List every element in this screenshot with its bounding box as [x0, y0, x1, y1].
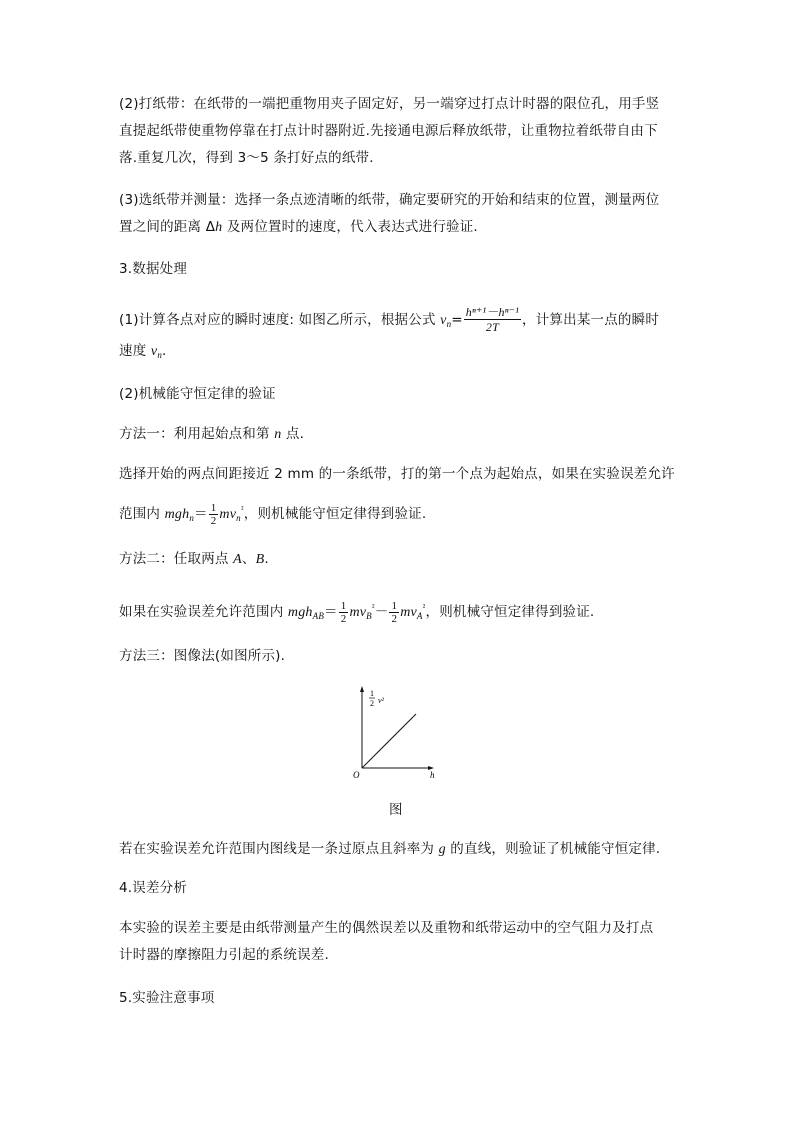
section-heading-error-analysis: 4.误差分析	[119, 880, 188, 896]
paragraph-step2-line3: 落.重复几次，得到 3～5 条打好点的纸带.	[119, 150, 374, 166]
var-mv: mv	[400, 605, 417, 620]
var-h: h	[215, 220, 223, 235]
var-mgh: mgh	[287, 605, 313, 620]
method1-title	[119, 425, 304, 444]
fraction-denominator: 2T	[485, 320, 499, 334]
text-segment: 若在实验误差允许范围内图线是一条过原点且斜率为	[119, 841, 439, 857]
paragraph-step3-line2	[119, 218, 478, 237]
fraction-numerator: 1	[340, 599, 347, 612]
fraction-denominator: 2	[340, 612, 347, 625]
error-analysis-line1: 本实验的误差主要是由纸带测量产生的偶然误差以及重物和纸带运动中的空气阻力及打点	[119, 920, 654, 936]
text-segment: ，则机械守恒定律得到验证.	[425, 604, 595, 620]
text-segment: (1)计算各点对应的瞬时速度: 如图乙所示，根据公式	[119, 312, 441, 328]
method3-title: 方法三：图像法(如图所示).	[119, 648, 286, 664]
one-half-fraction	[339, 600, 349, 625]
one-half-fraction	[209, 502, 219, 527]
var-mv: mv	[219, 507, 237, 522]
paragraph-step3-line1: (3)选纸带并测量：选择一条点迹清晰的纸带，确定要研究的开始和结束的位置，测量两位	[119, 192, 660, 208]
text-segment: ，计算出某一点的瞬时	[522, 312, 660, 328]
equals-sign: ＝	[324, 604, 338, 620]
y-axis-arrow	[360, 686, 364, 692]
method2-title	[119, 550, 269, 569]
subscript-A: A	[416, 611, 423, 621]
text-segment: ，则机械能守恒定律得到验证.	[243, 506, 427, 522]
section-heading-data-processing: 3.数据处理	[119, 261, 188, 277]
var-n: n	[274, 427, 282, 442]
method1-description: 选择开始的两点间距接近 2 mm 的一条纸带，打的第一个点为起始点，如果在实验误差允许	[119, 466, 675, 482]
text-segment: 点.	[281, 426, 305, 442]
text-segment: 范围内	[119, 506, 165, 522]
subscript-n: n	[157, 350, 163, 360]
figure-caption: 图	[389, 802, 403, 818]
var-mgh: mgh	[164, 507, 190, 522]
y-label-half-num: 1	[370, 689, 374, 698]
var-v: v	[150, 344, 158, 359]
method1-formula	[119, 500, 426, 527]
minus-sign: －	[374, 604, 389, 620]
text-segment: 如果在实验误差允许范围内	[119, 604, 288, 620]
text-segment: 方法二：任取两点	[119, 551, 234, 567]
fraction-numerator: hⁿ⁺¹－hⁿ⁻¹	[465, 305, 520, 319]
y-label-half-den: 2	[370, 699, 374, 708]
period: .	[162, 343, 167, 359]
superscript-2: ²	[371, 602, 375, 612]
method3-description	[119, 840, 660, 859]
text-segment: 置之间的距离 Δ	[119, 219, 216, 235]
heading-verification: (2)机械能守恒定律的验证	[119, 386, 276, 402]
text-segment: 速度	[119, 343, 151, 359]
superscript-2: ²	[240, 504, 244, 514]
subscript-n: n	[236, 513, 241, 523]
subscript-n: n	[189, 513, 195, 523]
text-segment: 方法一：利用起始点和第	[119, 426, 275, 442]
equals-sign: =	[451, 312, 463, 328]
paragraph-velocity-line2	[119, 342, 167, 364]
text-segment: 及两位置时的速度，代入表达式进行验证.	[222, 219, 478, 235]
error-analysis-line2: 计时器的摩擦阻力引起的系统误差.	[119, 947, 329, 963]
fraction-numerator: 1	[210, 501, 217, 514]
subscript-B: B	[366, 611, 372, 621]
equals-sign: ＝	[194, 506, 208, 522]
graph-svg	[350, 684, 450, 780]
paragraph-step2-line1: (2)打纸带：在纸带的一端把重物用夹子固定好，另一端穿过打点计时器的限位孔，用手竖	[119, 96, 660, 112]
paragraph-step2-line2: 直提起纸带使重物停靠在打点计时器附近.先接通电源后释放纸带，让重物拉着纸带自由下	[119, 123, 658, 139]
var-g: g	[438, 842, 446, 857]
one-half-fraction	[389, 600, 399, 625]
period: .	[264, 551, 269, 567]
y-axis-label: v²	[378, 696, 384, 705]
paragraph-velocity-formula	[119, 306, 659, 334]
var-v: v	[440, 313, 447, 328]
superscript-2: ²	[422, 602, 426, 612]
fraction-numerator: 1	[391, 599, 398, 612]
method2-formula	[119, 598, 594, 625]
proportional-line	[362, 714, 416, 768]
x-axis-label: h	[430, 770, 435, 780]
var-A: A	[233, 552, 242, 567]
subscript-n: n	[446, 319, 452, 329]
var-B: B	[255, 552, 265, 567]
energy-height-graph	[350, 684, 450, 780]
text-segment: 的直线，则验证了机械能守恒定律.	[445, 841, 661, 857]
subscript-AB: AB	[312, 611, 325, 621]
var-mv: mv	[349, 605, 367, 620]
velocity-fraction	[464, 306, 521, 334]
origin-label: O	[353, 770, 360, 780]
section-heading-precautions: 5.实验注意事项	[119, 990, 215, 1006]
fraction-denominator: 2	[210, 514, 217, 527]
fraction-denominator: 2	[391, 612, 398, 625]
separator: 、	[241, 551, 256, 567]
